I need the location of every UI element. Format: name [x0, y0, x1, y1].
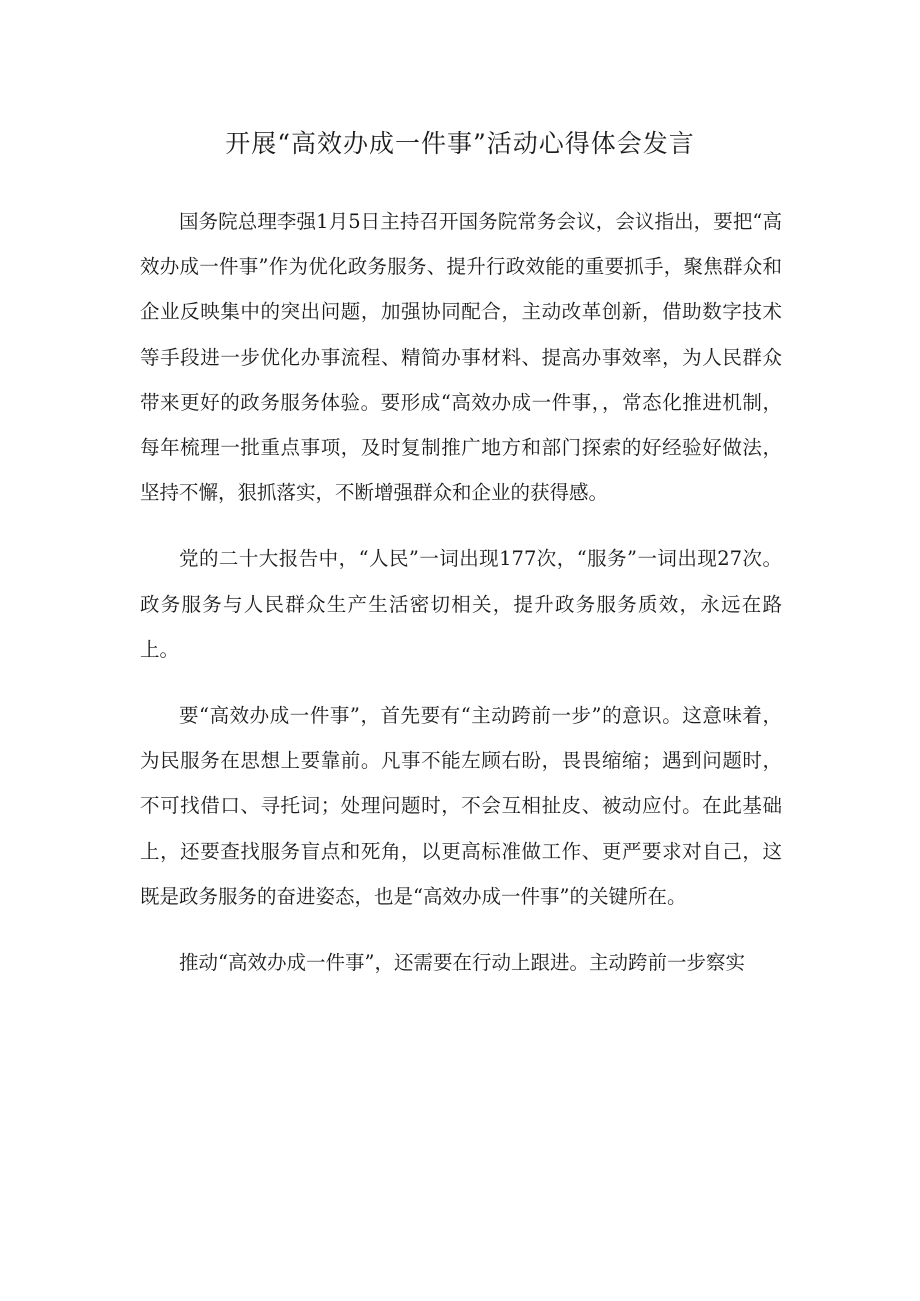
paragraph-4: 推动“高效办成一件事”，还需要在行动上跟进。主动跨前一步察实	[179, 951, 745, 975]
paragraph-3: 要“高效办成一件事”，首先要有“主动跨前一步”的意识。这意味着，为民服务在思想上要靠前。凡事不能左顾右盼，畏畏缩缩；遇到问题时，不可找借口、寻托词；处理问题时，不会互相扯皮、被动应付。在此基础上，还要查找服务盲点和死角，以更高标准做工作、更严要求对自己，这既是政务服务的奋进姿态，也是“高效办成一件事”的关键所在。	[140, 704, 782, 908]
paragraph-2: 党的二十大报告中，“人民”一词出现177次，“服务”一词出现27次。政务服务与人民群众生产生活密切相关，提升政务服务质效，永远在路上。	[140, 547, 782, 661]
document-body	[140, 199, 782, 1006]
paragraph-1: 国务院总理李强1月5日主持召开国务院常务会议，会议指出，要把“高效办成一件事”作为优化政务服务、提升行政效能的重要抓手，聚焦群众和企业反映集中的突出问题，加强协同配合，主动改革创新，借助数字技术等手段进一步优化办事流程、精简办事材料、提高办事效率，为人民群众带来更好的政务服务体验。要形成“高效办成一件事，，常态化推进机制，每年梳理一批重点事项，及时复制推广地方和部门探索的好经验好做法，坚持不懈，狠抓落实，不断增强群众和企业的获得感。	[140, 210, 782, 505]
document-title: 开展“高效办成一件事”活动心得体会发言	[225, 129, 695, 158]
